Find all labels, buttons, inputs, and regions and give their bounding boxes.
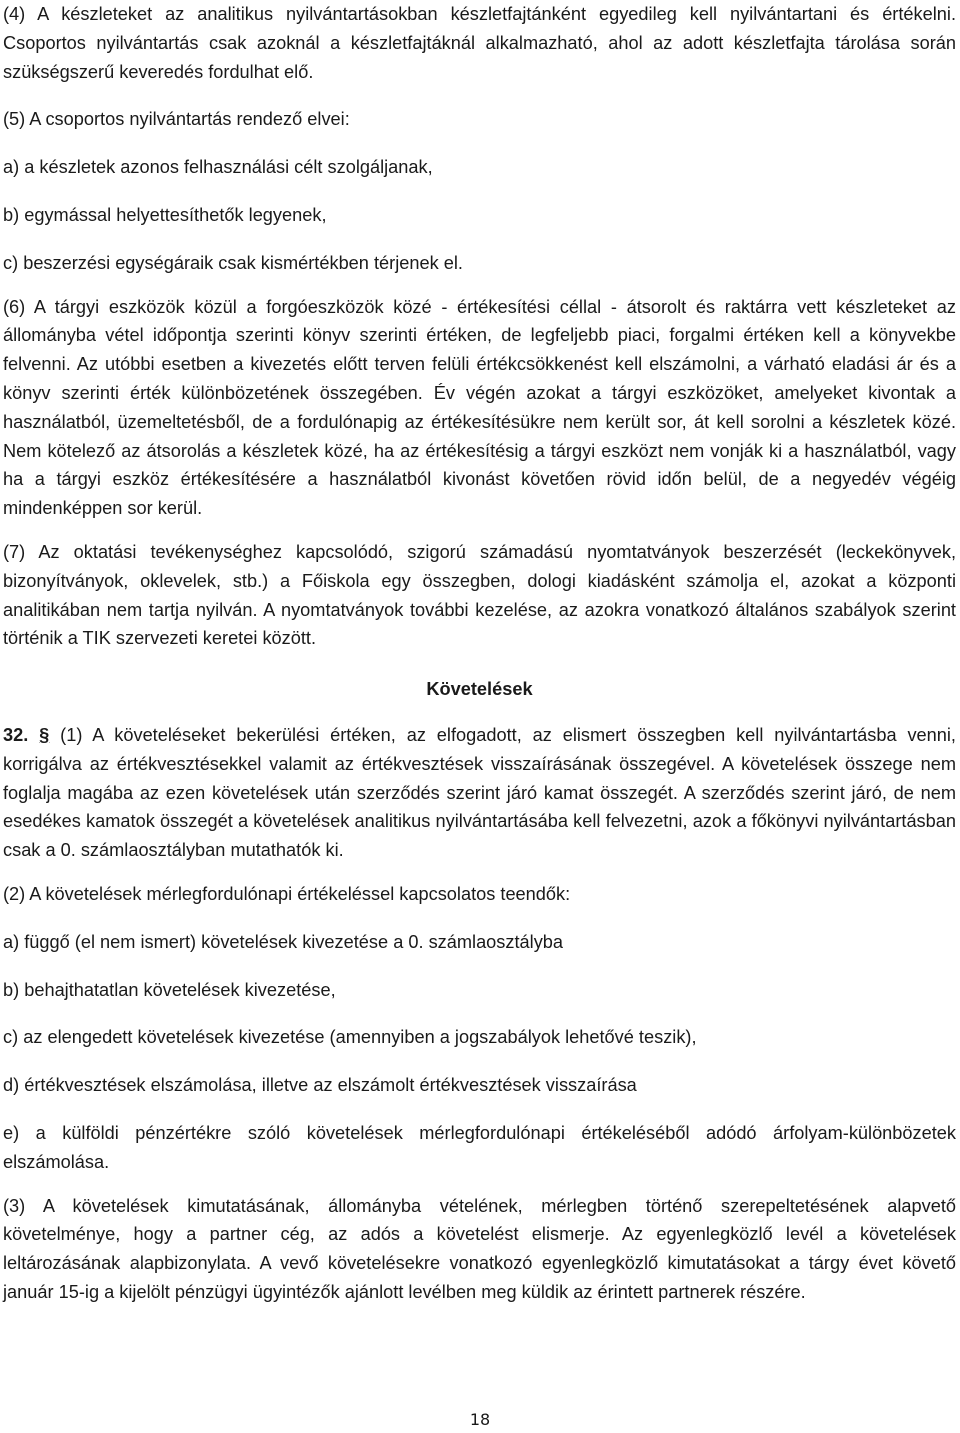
list-item-2b: b) behajthatatlan követelések kivezetése,: [3, 979, 336, 1000]
section-sign: §: [39, 724, 50, 745]
paragraph-4: (4) A készleteket az analitikus nyilvántartásokban készletfajtánként egyedileg kell nyilvántartani és értékelni. Csoportos nyilvántartás csak azoknál a készletfajtáknál alkalmazható, ahol az adott készletfajta tárolása során szükségszerű keveredés fordulhat elő.: [3, 4, 956, 82]
document-page: [3, 0, 956, 1307]
section-heading: Követelések: [426, 679, 533, 700]
section-32-paragraph-1-text: (1) A követeléseket bekerülési értéken, az elfogadott, az elismert összegben kell nyilvántartásba venni, korrigálva az értékvesztésekkel valamit az értékvesztések visszaírásának összegével. A követelések összege nem foglalja magába az ezen követelések után szerződés szerint járó kamat összegét. A szerződés szerint járó, de nem esedékes kamatok összegét a követelések analitikus nyilvántartásába kell felvezetni, azok a főkönyvi nyilvántartásban csak a 0. számlaosztályban mutathatók ki.: [3, 724, 956, 861]
paragraph-6: (6) A tárgyi eszközök közül a forgóeszközök közé - értékesítési céllal - átsorolt és raktárra vett készleteket az állományba vétel időpontja szerinti könyv szerinti értéken, de legfeljebb piaci, forgalmi értéken kell a könyvekbe felvenni. Az utóbbi esetben a kivezetés előtt terven felüli értékcsökkenést kell elszámolni, a várható eladási ár és a könyv szerinti érték különbözetének összegében. Év végén azokat a tárgyi eszközöket, amelyeket kivontak a használatból, üzemeltetésből, de a fordulónapig az értékesítésükre nem került sor, át kell sorolni a készletek közé. Nem kötelező az átsorolás a készletek közé, ha az értékesítésig a tárgyi eszközt nem vonják ki a használatból, vagy ha a tárgyi eszköz értékesítésére a használatból kivonást követően rövid időn belül, de a negyedév végéig mindenképpen sor kerül.: [3, 296, 956, 519]
paragraph-5: (5) A csoportos nyilvántartás rendező elvei:: [3, 109, 350, 130]
section-32-paragraph-2: (2) A követelések mérlegfordulónapi értékeléssel kapcsolatos teendők:: [3, 883, 571, 904]
section-number: 32.: [3, 724, 29, 745]
list-item-2e: e) a külföldi pénzértékre szóló követelések mérlegfordulónapi értékeléséből adódó árfolyam-különbözetek elszámolása.: [3, 1122, 956, 1172]
section-32-paragraph-1: [3, 721, 956, 865]
page-number: 18: [469, 1410, 491, 1429]
paragraph-7: (7) Az oktatási tevékenységhez kapcsolódó, szigorú számadású nyomtatványok beszerzését (leckekönyvek, bizonyítványok, oklevelek, stb.) a Főiskola egy összegben, dologi kiadásként számolja el, azokat a központi analitikában nem tartja nyilván. A nyomtatványok további kezelése, az azokra vonatkozó általános szabályok szerint történik a TIK szervezeti keretei között.: [3, 541, 956, 649]
list-item-2a: a) függő (el nem ismert) követelések kivezetése a 0. számlaosztályba: [3, 931, 564, 952]
list-item-2d: d) értékvesztések elszámolása, illetve az elszámolt értékvesztések visszaírása: [3, 1075, 637, 1096]
section-32-paragraph-3: (3) A követelések kimutatásának, állományba vételének, mérlegben történő szerepeltetésének alapvető követelménye, hogy a partner cég, az adós a követelést elismerje. Az egyenlegközlő levél a követelések leltározásának alapbizonylata. A vevő követelésekre vonatkozó egyenlegközlő kimutatásokat a tárgy évet követő január 15-ig a kijelölt pénzügyi ügyintézők ajánlott levélben meg küldik az érintett partnerek részére.: [3, 1195, 956, 1302]
list-item-2c: c) az elengedett követelések kivezetése (amennyiben a jogszabályok lehetővé teszik),: [3, 1027, 697, 1048]
list-item-5b: b) egymással helyettesíthetők legyenek,: [3, 204, 327, 225]
list-item-5c: c) beszerzési egységáraik csak kismértékben térjenek el.: [3, 252, 463, 273]
list-item-5a: a) a készletek azonos felhasználási célt szolgáljanak,: [3, 157, 433, 178]
